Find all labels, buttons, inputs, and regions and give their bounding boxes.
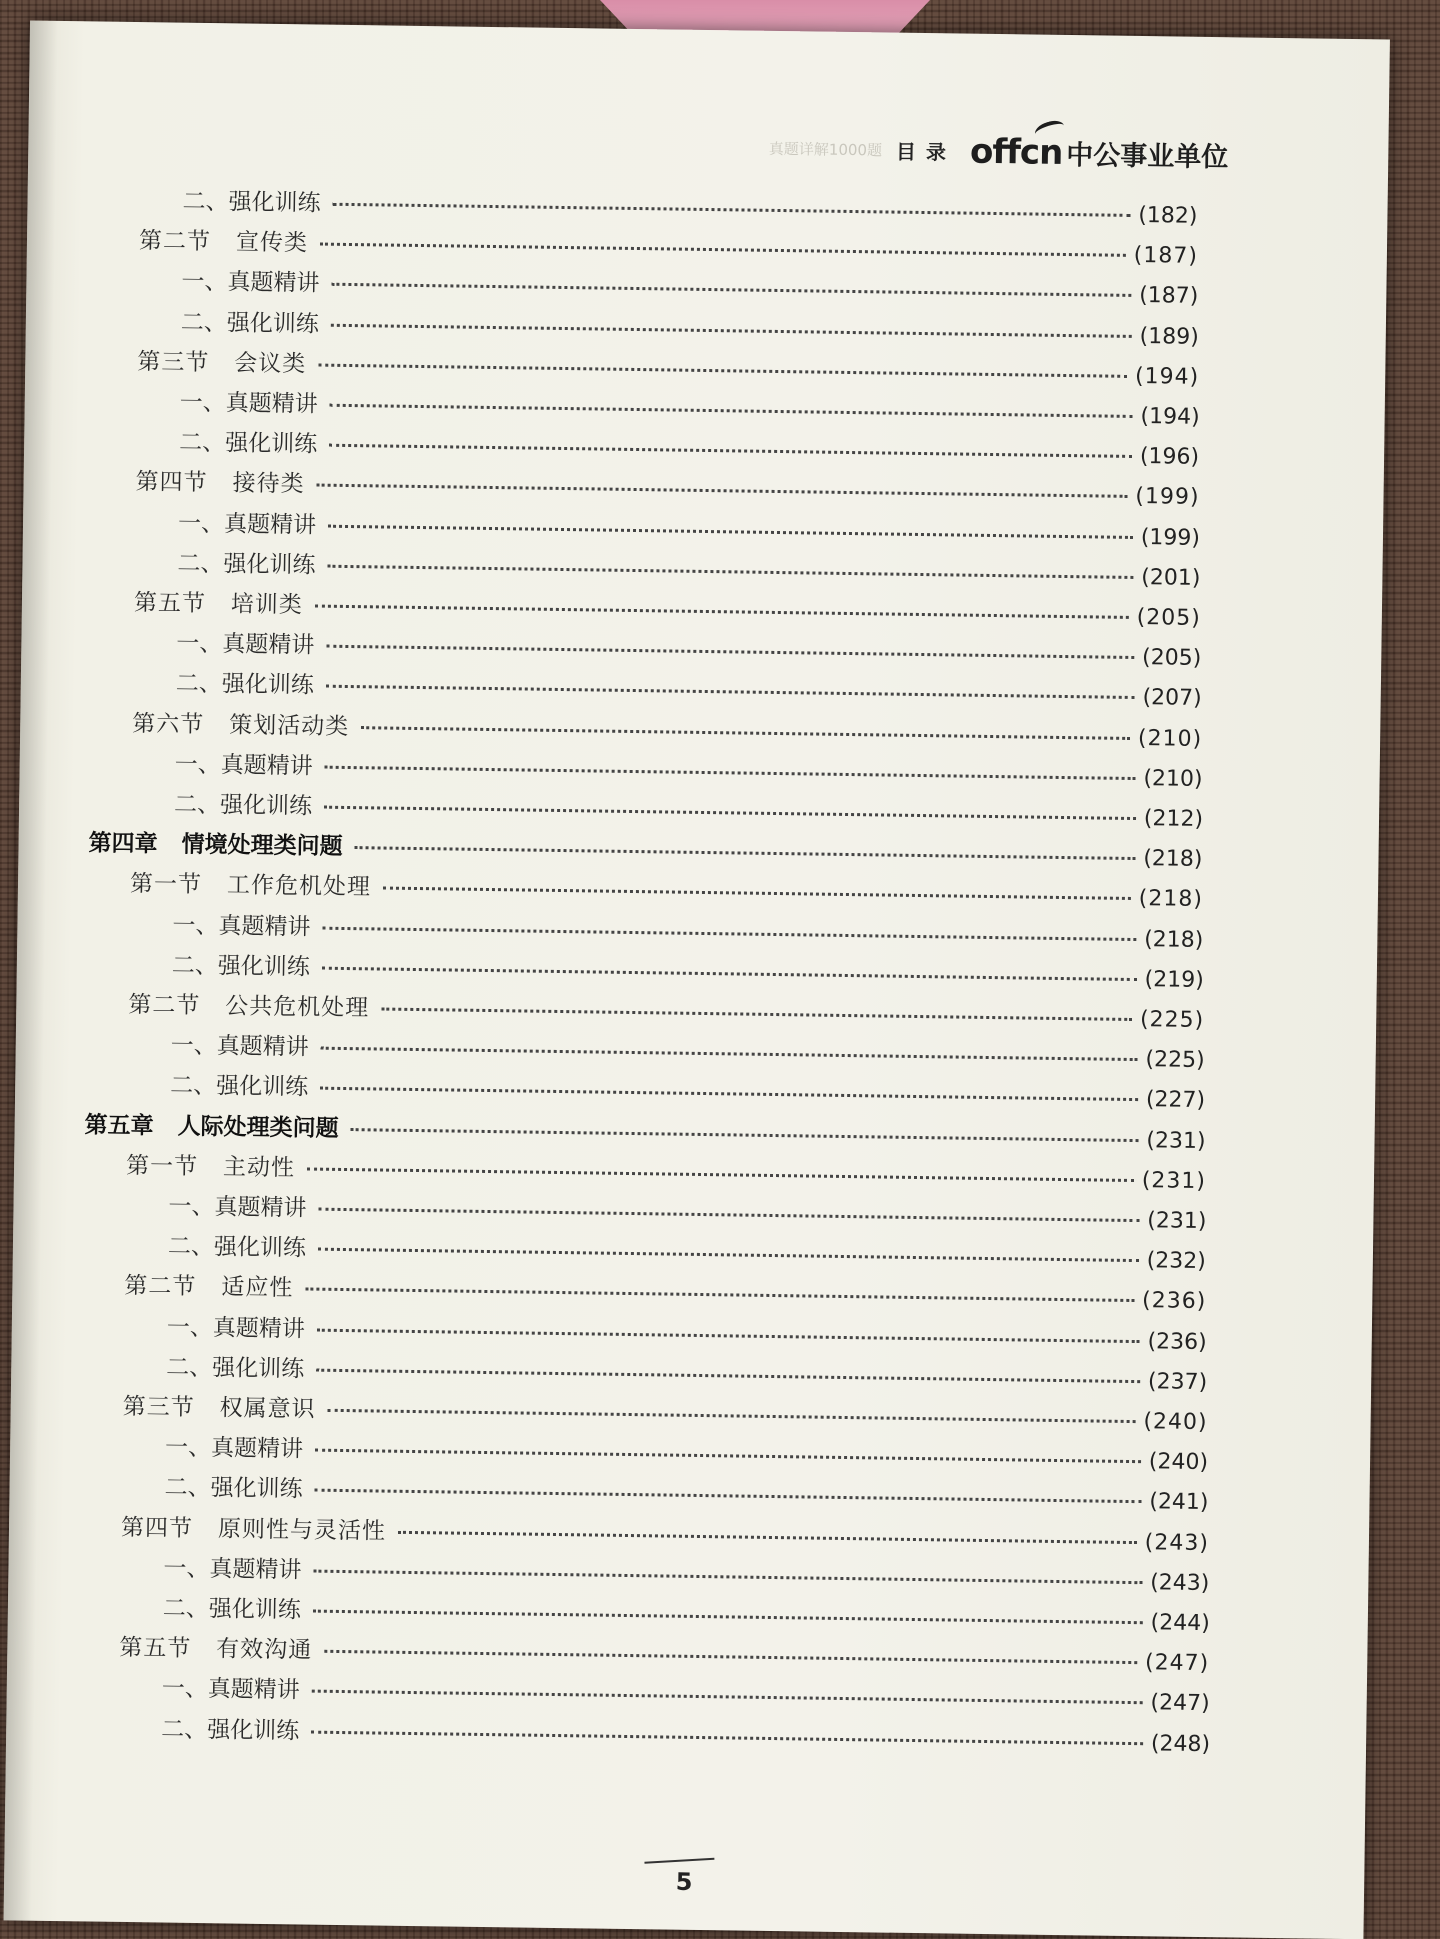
toc-entry-sub xyxy=(164,1469,1208,1517)
toc-entry-label: 二、强化训练 xyxy=(173,791,313,820)
toc-entry-sub xyxy=(165,1429,1208,1477)
toc-entry-sub xyxy=(174,786,1203,833)
toc-entry-section xyxy=(134,584,1201,632)
toc-entry-label: 第五章 人际处理类问题 xyxy=(84,1112,339,1142)
toc-entry-page: (218) xyxy=(1143,927,1204,953)
toc-entry-sub xyxy=(168,1188,1206,1235)
toc-entry-section xyxy=(128,986,1204,1034)
toc-entry-label: 第四章 情境处理类问题 xyxy=(88,830,343,860)
toc-entry-page: (196) xyxy=(1139,444,1200,470)
toc-entry-label: 第四节 原则性与灵活性 xyxy=(120,1514,387,1545)
toc-dot-leader xyxy=(326,645,1134,659)
toc-entry-label: 二、强化训练 xyxy=(179,429,318,458)
toc-entry-section xyxy=(119,1629,1209,1677)
toc-entry-label: 一、真题精讲 xyxy=(172,912,311,941)
toc-entry-sub xyxy=(167,1309,1207,1357)
toc-entry-section xyxy=(130,865,1203,913)
toc-entry-label: 第六节 策划活动类 xyxy=(132,711,350,741)
toc-entry-sub xyxy=(172,947,1204,994)
toc-entry-sub xyxy=(181,304,1199,351)
toc-entry-sub xyxy=(168,1228,1206,1275)
toc-entry-label: 一、真题精讲 xyxy=(174,751,313,780)
toc-entry-sub xyxy=(174,746,1202,793)
toc-entry-label: 一、真题精讲 xyxy=(170,1032,309,1061)
toc-dot-leader xyxy=(331,324,1132,338)
toc-dot-leader xyxy=(331,283,1131,297)
offcn-logo-icon xyxy=(969,131,1063,173)
toc-dot-leader xyxy=(322,927,1136,941)
toc-entry-page: (194) xyxy=(1140,404,1200,430)
toc-entry-page: (218) xyxy=(1143,846,1203,872)
toc-entry-label: 第三节 权属意识 xyxy=(122,1393,316,1423)
toc-dot-leader xyxy=(328,1409,1136,1423)
toc-entry-page: (231) xyxy=(1146,1128,1206,1155)
toc-dot-leader xyxy=(398,1531,1137,1544)
toc-entry-sub xyxy=(163,1590,1210,1638)
toc-entry-chapter xyxy=(88,824,1202,873)
toc-entry-section xyxy=(139,222,1198,270)
toc-entry-label: 第五节 有效沟通 xyxy=(119,1634,313,1664)
toc-entry-sub xyxy=(179,424,1199,471)
toc-entry-sub xyxy=(178,505,1200,552)
toc-entry-sub xyxy=(172,907,1203,954)
toc-entry-page: (244) xyxy=(1150,1610,1210,1637)
toc-entry-page: (243) xyxy=(1150,1570,1210,1597)
toc-entry-label: 第二节 公共危机处理 xyxy=(128,991,370,1022)
toc-dot-leader xyxy=(318,1208,1139,1222)
page-number-ornament xyxy=(644,1858,714,1864)
toc-entry-page: (232) xyxy=(1146,1248,1207,1275)
toc-entry-label: 二、强化训练 xyxy=(180,309,320,338)
toc-dot-leader xyxy=(313,1570,1142,1585)
toc-entry-sub xyxy=(177,545,1200,592)
toc-entry-label: 二、强化训练 xyxy=(171,952,311,981)
toc-entry-section xyxy=(137,343,1199,391)
toc-dot-leader xyxy=(329,444,1132,458)
toc-entry-section xyxy=(126,1147,1206,1195)
toc-entry-page: (207) xyxy=(1142,685,1202,711)
page-header xyxy=(769,129,1229,174)
toc-entry-section xyxy=(124,1267,1206,1315)
toc-entry-sub xyxy=(181,263,1198,310)
toc-dot-leader xyxy=(325,766,1136,780)
toc-entry-page: (210) xyxy=(1143,766,1203,792)
toc-entry-page: (205) xyxy=(1141,645,1202,671)
toc-entry-page: (225) xyxy=(1145,1047,1205,1074)
toc-entry-label: 第一节 主动性 xyxy=(125,1152,296,1182)
toc-dot-leader xyxy=(315,1449,1141,1464)
toc-entry-sub xyxy=(171,1027,1205,1074)
toc-dot-leader xyxy=(351,1128,1139,1142)
toc-dot-leader xyxy=(317,1329,1140,1343)
toc-entry-sub xyxy=(162,1670,1210,1718)
toc-entry-page: (194) xyxy=(1134,363,1200,390)
book-page xyxy=(4,21,1390,1939)
toc-entry-page: (243) xyxy=(1144,1530,1210,1557)
toc-dot-leader xyxy=(333,203,1131,217)
toc-entry-page: (201) xyxy=(1141,565,1201,591)
toc-entry-page: (231) xyxy=(1147,1208,1207,1235)
toc-dot-leader xyxy=(326,685,1135,699)
toc-dot-leader xyxy=(311,1731,1143,1746)
toc-dot-leader xyxy=(313,1610,1143,1625)
toc-entry-page: (247) xyxy=(1144,1650,1210,1677)
toc-entry-sub xyxy=(163,1550,1209,1598)
toc-entry-chapter xyxy=(84,1106,1205,1155)
toc-dot-leader xyxy=(316,1369,1140,1384)
toc-entry-page: (247) xyxy=(1150,1690,1210,1717)
toc-dot-leader xyxy=(383,887,1131,900)
toc-entry-label: 一、真题精讲 xyxy=(161,1675,300,1704)
toc-dot-leader xyxy=(361,726,1130,740)
toc-entry-page: (236) xyxy=(1147,1329,1207,1356)
toc-entry-label: 第二节 适应性 xyxy=(124,1272,294,1302)
toc-dot-leader xyxy=(381,1008,1132,1021)
header-section-label: 目录 xyxy=(895,139,957,165)
brand-name: 中公事业单位 xyxy=(1066,139,1229,174)
toc-dot-leader xyxy=(305,1287,1134,1302)
toc-entry-label: 一、真题精讲 xyxy=(177,510,317,539)
toc-entry-page: (210) xyxy=(1137,726,1203,752)
toc-entry-label: 一、真题精讲 xyxy=(164,1434,304,1463)
toc-dot-leader xyxy=(315,605,1129,619)
toc-entry-sub xyxy=(161,1711,1210,1759)
toc-entry-label: 二、强化训练 xyxy=(166,1354,305,1383)
toc-entry-label: 二、强化训练 xyxy=(182,188,321,217)
toc-entry-page: (236) xyxy=(1141,1288,1207,1315)
toc-entry-label: 二、强化训练 xyxy=(170,1072,309,1101)
toc-entry-sub xyxy=(176,625,1201,672)
toc-dot-leader xyxy=(355,846,1136,860)
page-number xyxy=(644,1859,724,1896)
toc-entry-label: 第四节 接待类 xyxy=(135,469,305,498)
toc-entry-page: (189) xyxy=(1139,324,1199,350)
toc-entry-page: (231) xyxy=(1141,1168,1207,1195)
toc-dot-leader xyxy=(327,565,1133,579)
toc-entry-page: (182) xyxy=(1138,202,1198,229)
toc-entry-label: 二、强化训练 xyxy=(167,1233,307,1262)
toc-entry-page: (199) xyxy=(1140,525,1201,551)
toc-entry-page: (240) xyxy=(1143,1409,1208,1436)
toc-entry-page: (237) xyxy=(1147,1369,1208,1396)
toc-entry-page: (187) xyxy=(1138,283,1199,309)
table-of-contents xyxy=(28,180,1388,1758)
toc-entry-sub xyxy=(176,665,1202,712)
page-gutter-shadow xyxy=(4,21,59,1921)
toc-dot-leader xyxy=(322,967,1137,981)
toc-dot-leader xyxy=(318,1248,1139,1262)
toc-dot-leader xyxy=(324,806,1136,820)
toc-dot-leader xyxy=(321,1047,1138,1061)
toc-entry-sub xyxy=(170,1067,1205,1114)
toc-entry-label: 二、强化训练 xyxy=(164,1474,303,1503)
toc-entry-sub xyxy=(180,384,1200,431)
toc-entry-label: 第三节 会议类 xyxy=(137,349,307,378)
toc-dot-leader xyxy=(328,525,1133,539)
toc-dot-leader xyxy=(315,1489,1142,1504)
toc-entry-page: (225) xyxy=(1139,1007,1205,1033)
toc-entry-label: 二、强化训练 xyxy=(162,1595,302,1624)
toc-dot-leader xyxy=(324,1650,1137,1664)
toc-dot-leader xyxy=(320,1087,1138,1101)
toc-entry-page: (218) xyxy=(1138,886,1204,912)
toc-dot-leader xyxy=(330,404,1133,418)
toc-entry-label: 第一节 工作危机处理 xyxy=(129,870,372,901)
toc-entry-page: (227) xyxy=(1145,1087,1206,1114)
toc-entry-label: 二、强化训练 xyxy=(175,670,314,699)
toc-entry-page: (212) xyxy=(1143,806,1204,832)
toc-entry-label: 一、真题精讲 xyxy=(163,1555,302,1584)
toc-entry-label: 一、真题精讲 xyxy=(176,630,315,659)
toc-entry-page: (248) xyxy=(1150,1731,1211,1758)
toc-entry-label: 第二节 宣传类 xyxy=(138,228,309,257)
toc-entry-section xyxy=(123,1388,1208,1436)
toc-entry-page: (187) xyxy=(1133,242,1199,269)
brand-logo-text: offcn xyxy=(969,131,1063,173)
toc-entry-label: 一、真题精讲 xyxy=(166,1314,305,1343)
toc-entry-sub xyxy=(182,183,1197,230)
toc-dot-leader xyxy=(318,364,1127,378)
toc-dot-leader xyxy=(320,243,1126,257)
toc-entry-page: (205) xyxy=(1136,605,1202,631)
toc-entry-label: 二、强化训练 xyxy=(177,550,316,579)
toc-entry-section xyxy=(132,705,1202,753)
toc-entry-section xyxy=(135,463,1199,511)
toc-dot-leader xyxy=(307,1167,1134,1182)
toc-dot-leader xyxy=(312,1690,1143,1705)
header-faint-subtitle: 真题详解1000题 xyxy=(768,139,883,160)
toc-entry-label: 二、强化训练 xyxy=(161,1716,300,1745)
page-number-text: 5 xyxy=(675,1867,693,1896)
toc-entry-label: 一、真题精讲 xyxy=(179,389,318,418)
toc-entry-sub xyxy=(166,1349,1207,1397)
toc-entry-label: 一、真题精讲 xyxy=(181,268,320,297)
toc-entry-label: 一、真题精讲 xyxy=(168,1193,307,1222)
toc-entry-page: (199) xyxy=(1135,483,1200,510)
toc-entry-section xyxy=(121,1509,1209,1557)
toc-entry-page: (240) xyxy=(1148,1449,1209,1476)
toc-entry-page: (219) xyxy=(1144,967,1204,993)
toc-entry-page: (241) xyxy=(1149,1489,1209,1516)
toc-entry-label: 第五节 培训类 xyxy=(133,590,304,619)
toc-dot-leader xyxy=(317,484,1128,498)
